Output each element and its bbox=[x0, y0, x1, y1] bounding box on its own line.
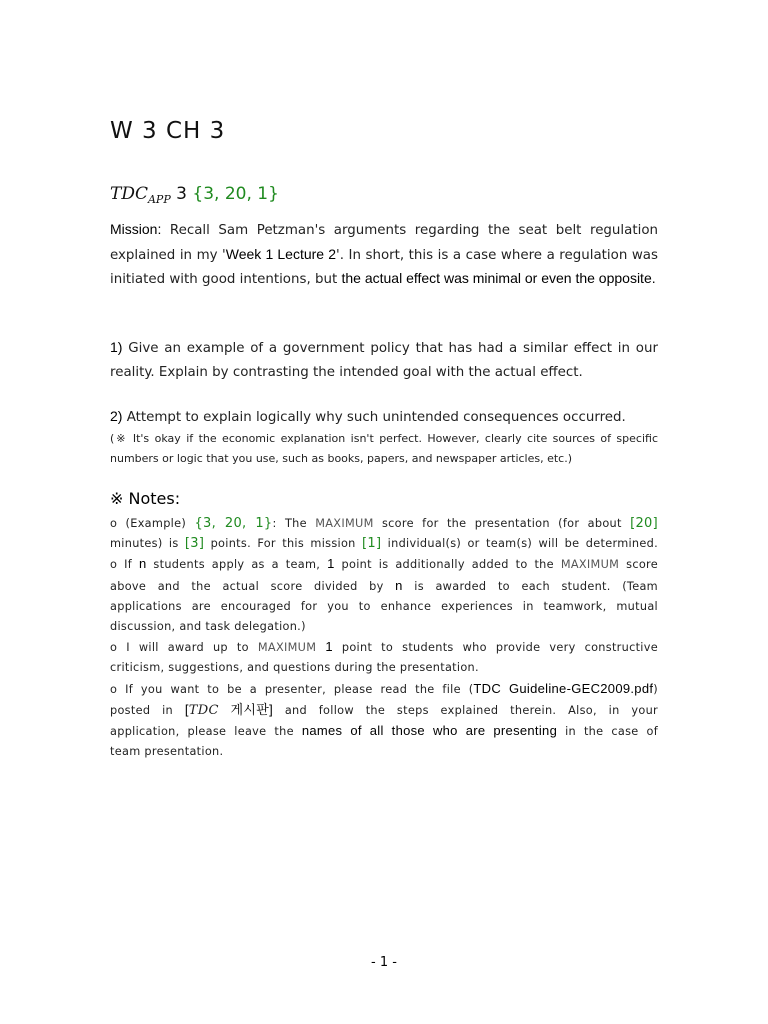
notes-list bbox=[110, 514, 658, 762]
tdc-label: $TDC_{APP}$ bbox=[110, 184, 171, 206]
note-4-line-3: application, please leave the names of all those who are presenting in the case of bbox=[110, 723, 658, 739]
note-4-line-2: posted in [TDC 게시판] and follow the steps explained therein. Also, in your bbox=[110, 701, 658, 718]
note-4-line-4: team presentation. bbox=[110, 745, 224, 759]
note-3-line-2: criticism, suggestions, and questions during the presentation. bbox=[110, 661, 479, 675]
note-1-line-2: minutes) is [3] points. For this mission [1] individual(s) or team(s) will be determined. bbox=[110, 536, 659, 552]
question-2-note: (※ It's okay if the economic explanation isn't perfect. However, clearly cite sources of specific numbers or logic that you use, such as books, papers, and newspaper articles, etc.) bbox=[110, 432, 658, 465]
note-4-line-1: o If you want to be a presenter, please read the file (TDC Guideline-GEC2009.pdf) bbox=[110, 680, 658, 696]
page-number: - 1 - bbox=[371, 955, 397, 970]
question-1: 1) Give an example of a government policy that has had a similar effect in our reality. Explain by contrasting the intended goal with the actual effect. bbox=[110, 339, 658, 380]
page-title: W 3 CH 3 bbox=[110, 118, 226, 144]
note-3-line-1: o I will award up to MAXIMUM 1 point to students who provide very constructive bbox=[110, 639, 658, 655]
note-2-line-1: o If n students apply as a team, 1 point is additionally added to the MAXIMUM score bbox=[110, 556, 659, 572]
mission-paragraph: Mission: Recall Sam Petzman's arguments regarding the seat belt regulation explained in my 'Week 1 Lecture 2'. In short, this is a case where a regulation was initiated with good intentions, but the actual effect was minimal or even the opposite. bbox=[110, 221, 659, 287]
tdc-heading bbox=[110, 184, 279, 204]
note-2-line-2: above and the actual score divided by n is awarded to each student. (Team bbox=[110, 577, 658, 593]
tdc-params: {3, 20, 1} bbox=[192, 184, 279, 204]
note-1-line-1: o (Example) {3, 20, 1}: The MAXIMUM score for the presentation (for about [20] bbox=[110, 516, 658, 531]
notes-heading: ※ Notes: bbox=[110, 489, 181, 508]
tdc-number: 3 bbox=[176, 184, 187, 204]
note-2-line-3: applications are encouraged for you to enhance experiences in teamwork, mutual bbox=[110, 599, 658, 613]
note-2-line-4: discussion, and task delegation.) bbox=[110, 620, 306, 634]
question-2: 2) Attempt to explain logically why such unintended consequences occurred. bbox=[110, 408, 626, 425]
